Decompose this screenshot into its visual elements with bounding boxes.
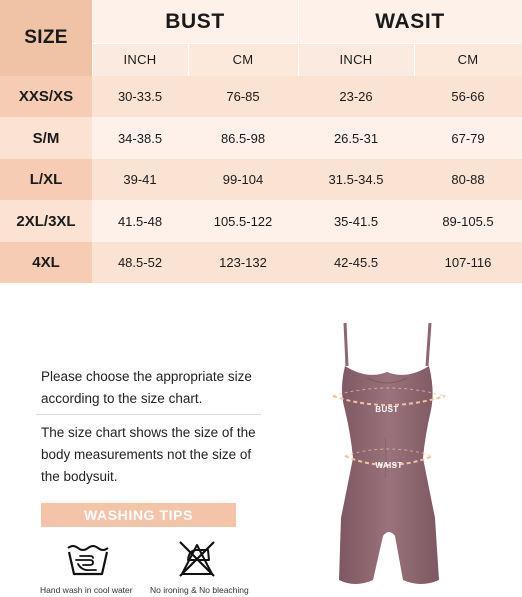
divider (414, 43, 415, 76)
bust-cm-value: 86.5-98 (188, 117, 298, 159)
bust-header: BUST (92, 0, 298, 43)
bodysuit-illustration (315, 318, 465, 593)
table-row (0, 242, 522, 283)
table-row (0, 76, 522, 117)
bust-cm-value: 76-85 (188, 76, 298, 117)
waist-cm-value: 89-105.5 (414, 200, 522, 242)
bust-cm-header: CM (188, 43, 298, 76)
left-strap (345, 323, 347, 366)
size-advice-text: Please choose the appropriate size according to the size chart. (41, 369, 252, 406)
table-header-row (0, 0, 522, 43)
unit-header-row (0, 43, 522, 76)
bodysuit-shape (339, 366, 439, 584)
waist-measure-label: WAIST (375, 461, 403, 470)
table-row (0, 159, 522, 200)
bust-inch-header: INCH (92, 43, 188, 76)
no-iron-label: No ironing & No bleaching (150, 585, 249, 595)
size-label: 4XL (0, 242, 92, 283)
no-iron-no-bleach-icon (176, 540, 218, 578)
waist-inch-value: 23-26 (298, 76, 414, 117)
size-label: S/M (0, 117, 92, 159)
table-row (0, 117, 522, 159)
size-label: XXS/XS (0, 76, 92, 117)
waist-inch-value: 31.5-34.5 (298, 159, 414, 200)
right-strap (427, 323, 430, 366)
measurement-note-text: The size chart shows the size of the body measurements not the size of the bodysuit. (41, 425, 256, 484)
divider (92, 43, 522, 44)
waist-inch-header: INCH (298, 43, 414, 76)
waist-cm-value: 56-66 (414, 76, 522, 117)
waist-cm-header: CM (414, 43, 522, 76)
washing-tips-banner: WASHING TIPS (41, 503, 236, 527)
bust-measure-label: BUST (375, 405, 399, 414)
hand-wash-icon (66, 542, 110, 576)
waist-cm-value: 107-116 (414, 242, 522, 283)
waist-inch-value: 26.5-31 (298, 117, 414, 159)
bust-inch-value: 48.5-52 (92, 242, 188, 283)
bust-inch-value: 30-33.5 (92, 76, 188, 117)
table-row (0, 200, 522, 242)
divider (92, 0, 93, 76)
bust-inch-value: 41.5-48 (92, 200, 188, 242)
divider (188, 43, 189, 76)
size-label: 2XL/3XL (0, 200, 92, 242)
waist-inch-value: 35-41.5 (298, 200, 414, 242)
waist-cm-value: 80-88 (414, 159, 522, 200)
divider (298, 0, 299, 76)
divider (36, 414, 261, 415)
hand-wash-label: Hand wash in cool water (40, 585, 133, 595)
bust-cm-value: 105.5-122 (188, 200, 298, 242)
size-header: SIZE (0, 0, 92, 76)
waist-header: WASIT (298, 0, 522, 43)
bust-inch-value: 39-41 (92, 159, 188, 200)
bust-cm-value: 123-132 (188, 242, 298, 283)
bust-cm-value: 99-104 (188, 159, 298, 200)
waist-cm-value: 67-79 (414, 117, 522, 159)
waist-inch-value: 42-45.5 (298, 242, 414, 283)
size-label: L/XL (0, 159, 92, 200)
bust-inch-value: 34-38.5 (92, 117, 188, 159)
